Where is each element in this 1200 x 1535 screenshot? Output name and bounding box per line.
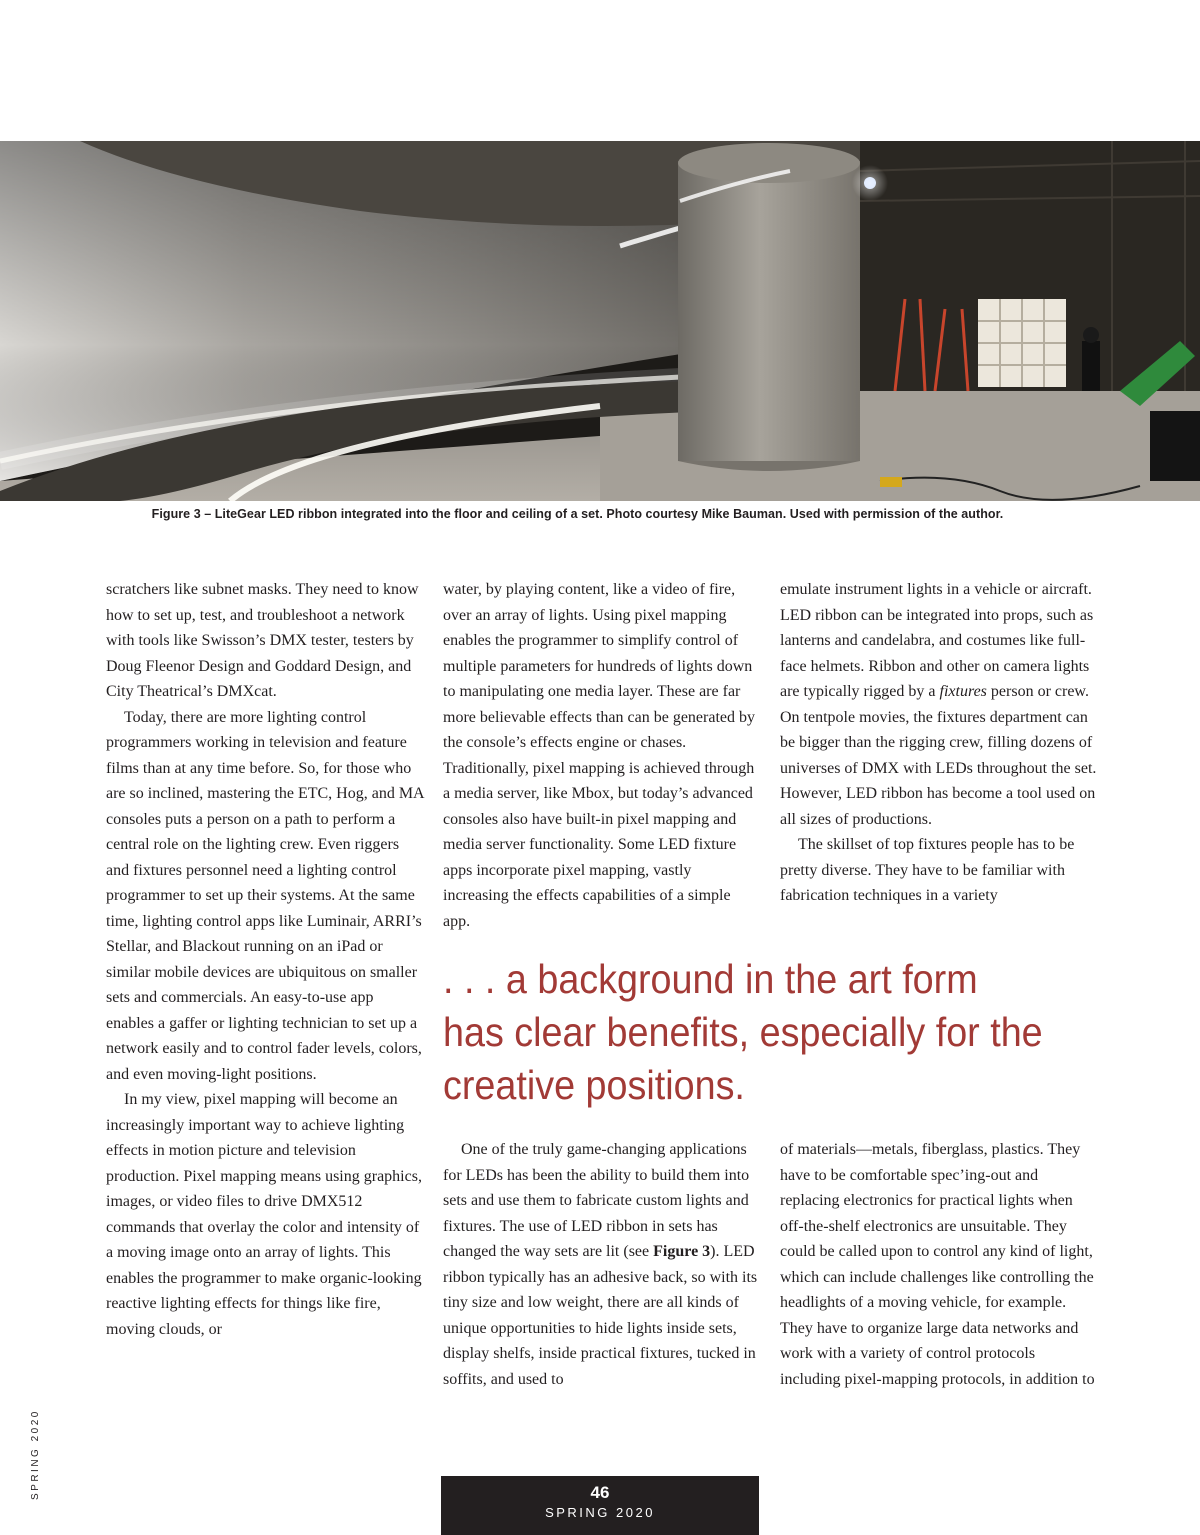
text-run: ). LED ribbon typically has an adhesive back, so with its tiny size and low weight, there are all kinds of unique opportunities to hide lights inside sets, display shelfs, inside practical fixtures, tucked in soffits, and used to	[443, 1243, 758, 1388]
figure-3-photo	[0, 141, 1200, 501]
side-issue-label: SPRING 2020	[30, 1409, 41, 1500]
paragraph	[780, 577, 1098, 832]
paragraph: of materials—metals, fiberglass, plastics. They have to be comfortable spec’ing-out and replacing electronics for practical lights when off-the-shelf electronics are unsuitable. They could be called upon to control any kind of light, which can include challenges like controlling the headlights of a moving vehicle, for example. They have to organize large data networks and work with a variety of control protocols including pixel-mapping protocols, in addition to	[780, 1141, 1095, 1388]
paragraph: In my view, pixel mapping will become an increasingly important way to achieve lighting effects in motion picture and television production. Pixel mapping means using graphics, images, or video files to drive DMX512 commands that overlay the color and intensity of a moving image onto an array of lights. This enables the programmer to make organic-looking reactive lighting effects for things like fire, moving clouds, or	[106, 1091, 422, 1338]
paragraph: water, by playing content, like a video of fire, over an array of lights. Using pixel mapping enables the programmer to simplify control of multiple parameters for hundreds of lights down to manipulating one media layer. These are far more believable effects than can be generated by the console’s effects engine or chases. Traditionally, pixel mapping is achieved through a media server, like Mbox, but today’s advanced consoles also have built-in pixel mapping and media server functionality. Some LED fixture apps incorporate pixel mapping, vastly increasing the effects capabilities of a simple app.	[443, 581, 755, 930]
paragraph: The skillset of top fixtures people has to be pretty diverse. They have to be familiar with fabrication techniques in a variety	[780, 836, 1075, 904]
article-column-right-top	[780, 577, 1098, 909]
pull-quote-line: . . . a background in the art form	[443, 956, 978, 1002]
page-footer	[441, 1476, 759, 1535]
pull-quote	[443, 953, 1050, 1112]
pull-quote-line: has clear benefits, especially for the	[443, 1009, 1043, 1055]
italic-term: fixtures	[939, 683, 987, 700]
article-column-right-bottom	[780, 1137, 1098, 1392]
text-run: One of the truly game-changing applications for LEDs has been the ability to build them into sets and use them to fabricate custom lights and fixtures. The use of LED ribbon in sets has changed the way sets are lit (see	[443, 1141, 750, 1260]
page-number: 46	[590, 1483, 610, 1502]
issue-label: SPRING 2020	[545, 1505, 655, 1520]
paragraph: scratchers like subnet masks. They need to know how to set up, test, and troubleshoot a network with tools like Swisson’s DMX tester, testers by Doug Fleenor Design and Goddard Design, and City Theatrical’s DMXcat.	[106, 581, 419, 700]
figure-caption: Figure 3 – LiteGear LED ribbon integrated into the floor and ceiling of a set. Photo courtesy Mike Bauman. Used with permission of the author.	[151, 507, 1004, 521]
article-column-left	[106, 577, 424, 1342]
text-run: person or crew. On tentpole movies, the fixtures department can be bigger than the rigging crew, filling dozens of universes of DMX with LEDs throughout the set. However, LED ribbon has become a tool used on all sizes of productions.	[780, 683, 1097, 828]
article-column-middle-bottom	[443, 1137, 761, 1392]
paragraph	[443, 1137, 761, 1392]
pull-quote-line: creative positions.	[443, 1062, 745, 1108]
figure-reference: Figure 3	[653, 1243, 711, 1260]
article-column-middle-top	[443, 577, 761, 934]
set-photo-illustration	[0, 141, 1200, 501]
paragraph: Today, there are more lighting control programmers working in television and feature films than at any time before. So, for those who are so inclined, mastering the ETC, Hog, and MA consoles puts a person on a path to perform a central role on the lighting crew. Even riggers and fixtures personnel need a lighting control programmer to set up their systems. At the same time, lighting control apps like Luminair, ARRI’s Stellar, and Blackout running on an iPad or similar mobile devices are ubiquitous on smaller sets and commercials. An easy-to-use app enables a gaffer or lighting technician to set up a network easily and to control fader levels, colors, and even moving-light positions.	[106, 708, 424, 1083]
text-run: emulate instrument lights in a vehicle or aircraft. LED ribbon can be integrated into props, such as lanterns and candelabra, and costumes like full-face helmets. Ribbon and other on camera lights are typically rigged by a	[780, 581, 1094, 700]
